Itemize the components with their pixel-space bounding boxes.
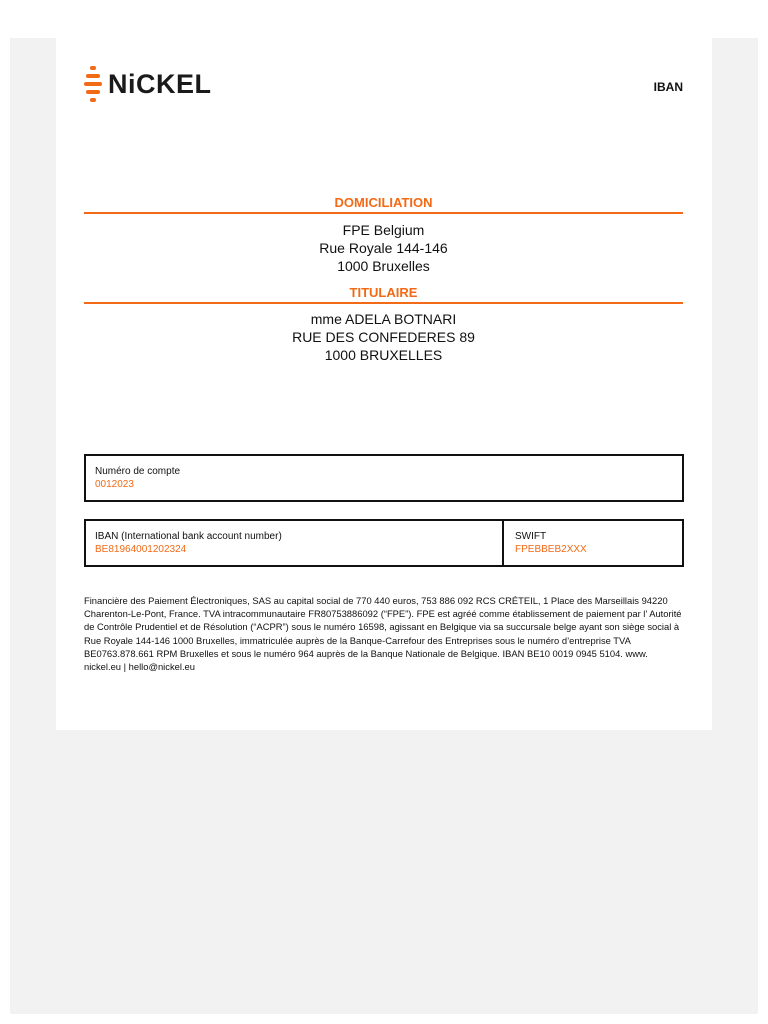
iban-value: BE81964001202324 [95,544,187,555]
legal-notice: Financière des Paiement Électroniques, SAS au capital social de 770 440 euros, 753 886 092 RCS CRÉTEIL, 1 Place des Marseillais 94220 Charenton-Le-Pont, France. TVA intracommunautaire FR80753886092 (“FPE”). FPE est agréé comme établissement de paiement par l’ Autorité de Contrôle Prudentiel et de Résolution (“ACPR”) sous le numéro 16598, agissant en Belgique via sa succursale belge ayant son siège social à Rue Royale 144-146 1000 Bruxelles, immatriculée auprès de la Banque-Carrefour des Entreprises sous le numéro d’entreprise TVA BE0763.878.661 RPM Bruxelles et sous le numéro 964 auprès de la Banque Nationale de Belgique. IBAN BE10 0019 0945 5104. www. nickel.eu | hello@nickel.eu [84,595,682,673]
titulaire-address [84,310,683,364]
swift-cell [506,521,682,565]
account-number-box [84,454,684,502]
brand-name: NiCKEL [108,68,212,99]
account-number-label: Numéro de compte [95,466,181,477]
address-line: FPE Belgium [342,222,425,238]
domiciliation-address [84,221,683,275]
domiciliation-divider [84,212,683,214]
address-line: mme ADELA BOTNARI [310,311,457,327]
iban-cell [86,521,504,565]
address-line: 1000 BRUXELLES [324,347,443,363]
titulaire-divider [84,302,683,304]
domiciliation-title: DOMICILIATION [334,195,433,210]
swift-value: FPEBBEB2XXX [515,544,587,555]
nickel-logo [84,64,214,104]
titulaire-title: TITULAIRE [349,285,418,300]
iban-label: IBAN (International bank account number) [95,531,282,542]
account-number-value: 0012023 [95,479,134,490]
swift-label: SWIFT [515,531,547,542]
nickel-logo-icon [84,64,104,104]
address-line: Rue Royale 144-146 [319,240,448,256]
document-type-label: IBAN [653,80,683,94]
iban-swift-box [84,519,684,567]
address-line: RUE DES CONFEDERES 89 [292,329,475,345]
address-line: 1000 Bruxelles [337,258,430,274]
